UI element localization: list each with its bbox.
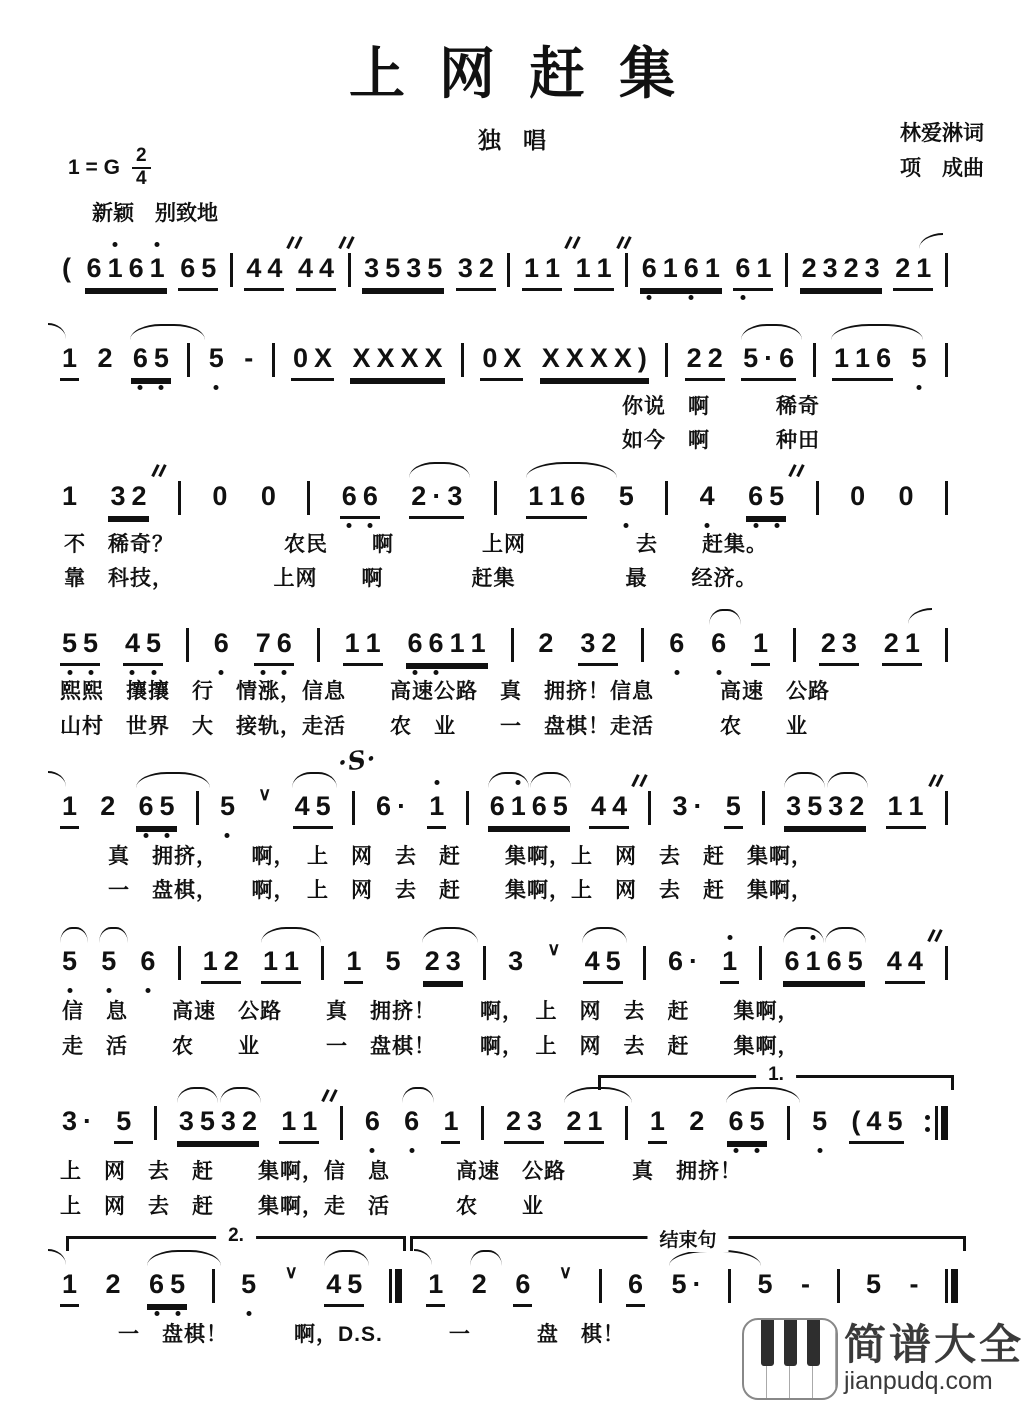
watermark-site-url: jianpudq.com — [843, 1367, 993, 1395]
barline — [665, 481, 668, 515]
note-group: 3 2 — [108, 480, 148, 519]
lyric-line: 信 息 高速 公路 真 拥挤！ 啊， 上 网 去 赶 集啊， — [62, 1000, 800, 1023]
slur-arc — [784, 772, 825, 788]
lyric-line: 一 盘棋， 啊， 上 网 去 赶 集啊，上 网 去 赶 集啊， — [108, 879, 813, 902]
grace-slash-marks — [791, 464, 801, 477]
note-group: 6 — [363, 1105, 382, 1141]
slur-arc — [136, 772, 210, 788]
note-group: 3 · — [62, 1106, 93, 1136]
low-octave-dot — [214, 385, 219, 390]
slur-arc — [99, 927, 128, 943]
low-octave-dot — [175, 1311, 180, 1316]
slur-arc — [177, 1087, 218, 1103]
barline — [762, 791, 765, 825]
time-signature — [132, 146, 151, 189]
breath-mark: ∨ — [284, 1262, 298, 1282]
barline — [483, 946, 486, 980]
note-group: 4 4 — [885, 945, 925, 984]
barline — [787, 1106, 790, 1140]
lyric-line: 熙熙 攘攘 行 情涨，信息 高速公路 真 拥挤！信息 高速 公路 — [60, 680, 830, 703]
note-group: 1 — [427, 790, 446, 829]
lyric-line: 一 盘棋！ 啊，D.S. 一 盘 棋！ — [118, 1323, 625, 1346]
low-octave-dot — [138, 385, 143, 390]
note-group: 6 1 6 5 — [488, 790, 570, 829]
barline — [321, 946, 324, 980]
barline — [599, 1269, 602, 1303]
note-group: 6 1 6 5 — [783, 945, 865, 984]
grace-slash-marks — [619, 236, 629, 249]
lyricist-credit: 林爱淋词 — [900, 122, 984, 145]
time-signature-numerator: 2 — [132, 146, 151, 169]
lyric-line: 真 拥挤， 啊， 上 网 去 赶 集啊，上 网 去 赶 集啊， — [108, 845, 813, 868]
barline — [945, 628, 948, 662]
note-group: 0 — [850, 481, 866, 511]
note-group: 4 4 — [589, 790, 629, 829]
final-barline — [389, 1269, 402, 1303]
barline — [317, 628, 320, 662]
note-group: 5 — [724, 790, 743, 829]
slur-arc — [220, 1087, 261, 1103]
slur-arc — [402, 1087, 434, 1103]
slur-arc — [669, 1250, 761, 1266]
slur-arc — [526, 462, 618, 478]
note-group: 1 1 — [886, 790, 926, 829]
slur-arc — [530, 772, 571, 788]
note-group: 2 · 3 — [409, 480, 464, 519]
note-group: 2 3 — [423, 945, 463, 984]
slur-arc — [409, 462, 471, 478]
note-group: 2 3 — [819, 627, 859, 666]
note-group: 5 — [207, 342, 226, 378]
note-group: 6 6 1 1 — [406, 627, 488, 666]
note-group: 0 — [898, 481, 914, 511]
music-line-4 — [60, 627, 948, 673]
low-octave-dot — [370, 1148, 375, 1153]
lyric-line: 上 网 去 赶 集啊，走 活 农 业 — [60, 1195, 544, 1218]
high-octave-dot — [113, 242, 118, 247]
barline — [837, 1269, 840, 1303]
barline — [494, 481, 497, 515]
music-line-3 — [60, 480, 948, 526]
note-group: 2 3 2 3 — [800, 252, 882, 291]
high-octave-dot — [811, 935, 816, 940]
note-group: 3 2 — [456, 252, 496, 291]
barline — [648, 791, 651, 825]
barline — [816, 481, 819, 515]
barline — [728, 1269, 731, 1303]
grace-slash-marks — [930, 929, 940, 942]
note-group: ( 4 5 — [849, 1105, 904, 1144]
low-octave-dot — [165, 833, 170, 838]
note-group: 4 4 — [244, 252, 284, 291]
low-octave-dot — [143, 833, 148, 838]
lyric-line: 不 稀奇？ 农民 啊 上网 去 赶集。 — [64, 533, 768, 556]
note-group: 4 4 — [296, 252, 336, 291]
note-group: 5 — [810, 1105, 829, 1141]
note-group: 6 — [709, 627, 728, 663]
note-group: 3 5 3 2 — [177, 1105, 259, 1144]
low-octave-dot — [734, 1148, 739, 1153]
note-group: 6 5 — [131, 342, 171, 381]
note-group: 1 — [720, 945, 739, 984]
bracket-label: 结束句 — [647, 1225, 728, 1252]
note-group: 3 5 3 5 — [362, 252, 444, 291]
music-line-1 — [60, 252, 948, 298]
grace-slash-marks — [634, 774, 644, 787]
barline — [945, 481, 948, 515]
barline — [945, 253, 948, 287]
music-line-8 — [60, 1262, 958, 1314]
low-octave-dot — [246, 1311, 251, 1316]
note-group: 6 5 — [727, 1105, 767, 1144]
note-group: 1 1 6 — [526, 480, 587, 519]
note-group: 1 — [344, 945, 363, 984]
barline — [945, 343, 948, 377]
watermark-site-name: 简谱大全 — [843, 1321, 1024, 1368]
note-group: 2 — [689, 1106, 705, 1136]
note-group: 6 — [402, 1105, 421, 1141]
note-group: X X X X ) — [540, 342, 649, 381]
slur-arc — [741, 324, 803, 340]
low-octave-dot — [145, 988, 150, 993]
note-group: 2 2 — [685, 342, 725, 381]
tie-arc — [48, 1249, 66, 1265]
key-time-signature — [68, 146, 151, 189]
lyric-line: 靠 科技， 上网 啊 赶集 最 经济。 — [64, 567, 758, 590]
note-group: 1 — [648, 1105, 667, 1144]
note-group: 6 5 — [136, 790, 176, 829]
note-group: - — [801, 1269, 811, 1299]
slur-arc — [130, 324, 204, 340]
note-group: 0 X — [480, 342, 523, 381]
slur-arc — [488, 772, 529, 788]
slur-arc — [825, 927, 866, 943]
barline — [945, 946, 948, 980]
low-octave-dot — [647, 295, 652, 300]
barline — [466, 791, 469, 825]
barline — [507, 253, 510, 287]
key-label: 1 = G — [68, 155, 120, 179]
slur-arc — [261, 927, 321, 943]
barline — [793, 628, 796, 662]
note-group: 6 5 — [178, 252, 218, 291]
tie-arc — [919, 233, 943, 249]
composer-credit: 项 成曲 — [900, 157, 984, 180]
grace-slash-marks — [324, 1089, 334, 1102]
high-octave-dot — [727, 935, 732, 940]
barline — [625, 253, 628, 287]
grace-slash-marks — [341, 236, 351, 249]
barline — [352, 791, 355, 825]
note-group: 1 — [60, 790, 79, 829]
tie-arc — [48, 323, 66, 339]
low-octave-dot — [817, 1148, 822, 1153]
note-group: 3 · — [672, 791, 703, 821]
low-octave-dot — [159, 385, 164, 390]
barline — [340, 1106, 343, 1140]
barline — [945, 791, 948, 825]
note-group: 1 1 — [261, 945, 301, 984]
song-title: 上网赶集 — [349, 41, 709, 107]
tie-arc — [48, 771, 66, 787]
grace-slash-marks — [567, 236, 577, 249]
repeat-end-barline — [925, 1106, 948, 1140]
barline — [187, 343, 190, 377]
note-group: 2 1 — [882, 627, 922, 666]
note-group: 4 5 — [123, 627, 163, 666]
note-group: 5 — [910, 342, 929, 378]
note-group: 6 — [667, 627, 686, 663]
note-group: 1 — [60, 1268, 79, 1307]
tie-arc — [908, 608, 932, 624]
lyric-line: 上 网 去 赶 集啊，信 息 高速 公路 真 拥挤！ — [60, 1160, 742, 1183]
note-group: 6 1 6 1 — [640, 252, 722, 291]
note-group: 2 — [97, 343, 113, 373]
barline — [759, 946, 762, 980]
volta-bracket — [598, 1064, 954, 1090]
note-group: 6 — [513, 1268, 532, 1307]
low-octave-dot — [740, 295, 745, 300]
grace-slash-marks — [289, 236, 299, 249]
high-octave-dot — [434, 780, 439, 785]
note-group: 6 1 6 1 — [85, 252, 167, 291]
ending-phrase-bracket — [410, 1230, 966, 1251]
lyric-line: 如今 啊 种田 — [622, 429, 820, 452]
barline — [785, 253, 788, 287]
breath-mark: ∨ — [558, 1262, 573, 1282]
low-octave-dot — [917, 385, 922, 390]
barline — [461, 343, 464, 377]
low-octave-dot — [755, 1148, 760, 1153]
low-octave-dot — [225, 833, 230, 838]
note-group: 1 — [62, 481, 78, 511]
note-group: 1 — [751, 627, 770, 666]
slur-arc — [292, 772, 337, 788]
barline — [212, 1269, 215, 1303]
note-group: 1 — [441, 1105, 460, 1144]
note-group: 0 X — [291, 342, 334, 381]
note-group: X X X X — [350, 342, 444, 381]
note-group: 4 — [698, 480, 717, 516]
note-group: 0 — [260, 481, 276, 511]
slur-arc — [147, 1250, 221, 1266]
note-group: 3 2 — [578, 627, 618, 666]
slur-arc — [324, 1250, 369, 1266]
note-group: 5 · 6 — [741, 342, 796, 381]
note-group: 5 — [239, 1268, 258, 1304]
barline — [665, 343, 668, 377]
grace-slash-marks — [931, 774, 941, 787]
note-group: 6 1 — [733, 252, 773, 291]
note-group: - — [909, 1269, 919, 1299]
note-group: 6 5 — [147, 1268, 187, 1307]
barline — [178, 481, 181, 515]
low-octave-dot — [67, 988, 72, 993]
watermark-text — [843, 1321, 1024, 1395]
note-group: 0 — [212, 481, 228, 511]
note-group: 1 1 — [279, 1105, 319, 1144]
slur-arc — [422, 927, 478, 943]
barline — [625, 1106, 628, 1140]
barline — [178, 946, 181, 980]
lyric-line: 山村 世界 大 接轨，走活 农 业 一 盘棋！走活 农 业 — [60, 715, 808, 738]
note-group: ( — [62, 253, 71, 283]
tie-arc — [414, 1249, 432, 1265]
final-barline — [945, 1269, 958, 1303]
bracket-label: 1. — [756, 1064, 796, 1086]
note-group: 1 1 — [522, 252, 562, 291]
note-group: 5 — [865, 1269, 882, 1299]
performance-type-label: 独唱 — [478, 127, 568, 153]
barline — [230, 253, 233, 287]
low-octave-dot — [106, 988, 111, 993]
music-line-5 — [60, 784, 948, 836]
note-group: 4 5 — [583, 945, 623, 984]
low-octave-dot — [774, 523, 779, 528]
barline — [481, 1106, 484, 1140]
low-octave-dot — [409, 1148, 414, 1153]
note-group: 1 — [426, 1268, 445, 1307]
note-group: 3 5 3 2 — [784, 790, 866, 829]
low-octave-dot — [154, 1311, 159, 1316]
slur-arc — [582, 927, 627, 943]
note-group: 2 — [470, 1268, 489, 1304]
volta-bracket — [66, 1225, 406, 1251]
note-group: 6 — [626, 1268, 645, 1307]
note-group: 2 — [538, 628, 554, 658]
note-group: 4 5 — [324, 1268, 364, 1307]
slur-arc — [60, 927, 89, 943]
grace-slash-marks — [154, 464, 164, 477]
barline — [511, 628, 514, 662]
note-group: 5 — [385, 946, 401, 976]
slur-arc — [831, 324, 923, 340]
note-group: 6 — [138, 945, 157, 981]
note-group: 6 · — [376, 791, 407, 821]
note-group: 6 — [212, 627, 231, 663]
note-group: 6 · — [667, 946, 698, 976]
note-group: 4 5 — [293, 790, 333, 829]
note-group: 3 — [508, 946, 524, 976]
time-signature-denominator: 4 — [135, 167, 147, 189]
note-group: 2 1 — [893, 252, 933, 291]
note-group: 1 2 — [201, 945, 241, 984]
watermark — [742, 1318, 1024, 1400]
piano-keys-icon — [742, 1318, 838, 1400]
bracket-label: 2. — [216, 1225, 256, 1247]
segno-icon — [336, 743, 378, 777]
barline — [196, 791, 199, 825]
note-group: 7 6 — [254, 627, 294, 666]
slur-arc — [783, 927, 824, 943]
note-group: 2 3 — [504, 1105, 544, 1144]
note-group: 1 1 6 — [832, 342, 893, 381]
barline — [641, 628, 644, 662]
note-group: 6 6 — [340, 480, 380, 519]
breath-mark: ∨ — [258, 784, 272, 804]
barline — [307, 481, 310, 515]
note-group: 2 1 — [564, 1105, 604, 1144]
lyric-line: 你说 啊 稀奇 — [622, 395, 820, 418]
note-group: 5 — [60, 945, 79, 981]
note-group: 2 — [100, 791, 116, 821]
music-line-2 — [60, 342, 948, 388]
note-group: 1 1 — [343, 627, 383, 666]
barline — [643, 946, 646, 980]
note-group: 2 — [105, 1269, 121, 1299]
barline — [154, 1106, 157, 1140]
note-group: 5 — [99, 945, 118, 981]
barline — [348, 253, 351, 287]
note-group: 5 — [617, 480, 636, 516]
credits — [900, 116, 984, 186]
note-group: - — [244, 343, 254, 373]
music-line-7 — [60, 1105, 948, 1151]
low-octave-dot — [689, 295, 694, 300]
barline — [813, 343, 816, 377]
music-line-6 — [60, 939, 948, 991]
tempo-marking: 新颖 别致地 — [92, 202, 218, 225]
high-octave-dot — [516, 780, 521, 785]
note-group: 1 — [60, 342, 79, 381]
lyric-line: 走 活 农 业 一 盘棋！ 啊， 上 网 去 赶 集啊， — [62, 1035, 800, 1058]
note-group: 1 1 — [574, 252, 614, 291]
high-octave-dot — [155, 242, 160, 247]
breath-mark: ∨ — [547, 939, 561, 959]
barline — [272, 343, 275, 377]
note-group: 5 · — [670, 1268, 704, 1304]
note-group: 5 — [757, 1269, 773, 1299]
note-group: 5 — [114, 1105, 133, 1144]
note-group: 5 5 — [60, 627, 100, 666]
slur-arc — [470, 1250, 502, 1266]
note-group: 6 5 — [746, 480, 786, 519]
slur-arc — [827, 772, 868, 788]
slur-arc — [709, 609, 741, 625]
note-group: 5 — [218, 790, 237, 826]
barline — [186, 628, 189, 662]
